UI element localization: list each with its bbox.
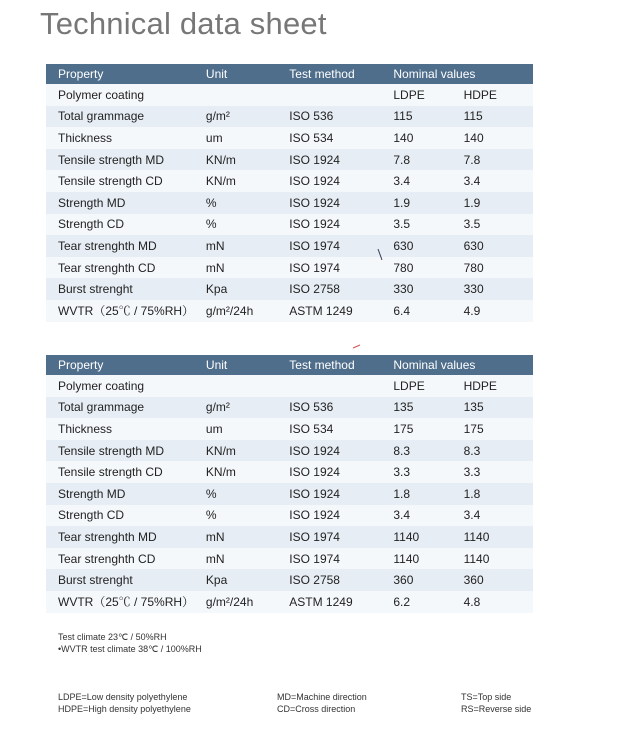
test-method-cell: ISO 1924 [289, 192, 393, 214]
table-subheader-row [46, 84, 533, 106]
unit-cell: g/m²/24h [206, 591, 289, 613]
unit-cell: mN [206, 526, 289, 548]
table-row [46, 149, 533, 171]
table-row [46, 569, 533, 591]
note-test-climate: Test climate 23℃ / 50%RH [58, 632, 167, 642]
test-method-cell: ISO 536 [289, 106, 393, 128]
header-property: Property [46, 64, 206, 84]
hdpe-value-cell: 8.3 [464, 440, 533, 462]
ldpe-value-cell: 3.3 [393, 461, 463, 483]
table-row [46, 483, 533, 505]
property-cell: Burst strenght [46, 569, 206, 591]
ldpe-value-cell: 330 [393, 278, 463, 300]
hdpe-value-cell: 330 [464, 278, 533, 300]
legend-side [461, 691, 531, 715]
unit-cell: KN/m [206, 149, 289, 171]
test-method-cell: ISO 534 [289, 127, 393, 149]
unit-cell: mN [206, 548, 289, 570]
hdpe-value-cell: 115 [464, 106, 533, 128]
polymer-coating-label: Polymer coating [46, 84, 206, 106]
test-method-cell: ISO 1974 [289, 526, 393, 548]
hdpe-value-cell: 4.9 [464, 300, 533, 322]
unit-cell: % [206, 214, 289, 236]
test-method-cell: ISO 2758 [289, 569, 393, 591]
hdpe-value-cell: 630 [464, 235, 533, 257]
note-wvtr-climate: •WVTR test climate 38℃ / 100%RH [58, 644, 202, 654]
property-cell: Burst strenght [46, 278, 206, 300]
ldpe-value-cell: 1140 [393, 548, 463, 570]
legend-ts: TS=Top side [461, 692, 512, 702]
hdpe-value-cell: 7.8 [464, 149, 533, 171]
property-cell: Strength CD [46, 214, 206, 236]
property-cell: Tear strenghth MD [46, 235, 206, 257]
test-method-cell: ISO 1974 [289, 235, 393, 257]
page-title: Technical data sheet [40, 6, 327, 41]
unit-cell: KN/m [206, 461, 289, 483]
legend-ldpe: LDPE=Low density polyethylene [58, 692, 188, 702]
property-cell: Strength MD [46, 483, 206, 505]
table-header-row [46, 355, 533, 375]
test-method-cell: ISO 1924 [289, 214, 393, 236]
hdpe-value-cell: 780 [464, 257, 533, 279]
test-method-cell: ISO 1924 [289, 170, 393, 192]
property-cell: Tensile strength MD [46, 149, 206, 171]
ldpe-value-cell: 8.3 [393, 440, 463, 462]
ldpe-value-cell: 1.8 [393, 483, 463, 505]
header-property: Property [46, 355, 206, 375]
unit-cell: Kpa [206, 569, 289, 591]
property-cell: Tensile strength CD [46, 170, 206, 192]
hdpe-value-cell: 140 [464, 127, 533, 149]
unit-cell: um [206, 418, 289, 440]
test-method-cell [289, 84, 393, 106]
test-notes [58, 631, 202, 655]
ldpe-header: LDPE [393, 84, 463, 106]
hdpe-value-cell: 360 [464, 569, 533, 591]
unit-cell: KN/m [206, 440, 289, 462]
table-row [46, 548, 533, 570]
table-row [46, 278, 533, 300]
ldpe-value-cell: 3.4 [393, 170, 463, 192]
unit-cell: um [206, 127, 289, 149]
test-method-cell [289, 375, 393, 397]
table-row [46, 170, 533, 192]
unit-cell: % [206, 483, 289, 505]
unit-cell: g/m²/24h [206, 300, 289, 322]
ldpe-value-cell: 135 [393, 397, 463, 419]
legend-direction [277, 691, 367, 715]
table-row [46, 106, 533, 128]
property-cell: Tensile strength MD [46, 440, 206, 462]
ldpe-value-cell: 3.5 [393, 214, 463, 236]
ldpe-value-cell: 1.9 [393, 192, 463, 214]
ldpe-value-cell: 115 [393, 106, 463, 128]
property-cell: Strength CD [46, 505, 206, 527]
table-row [46, 505, 533, 527]
header-nominal-values: Nominal values [393, 355, 533, 375]
hdpe-header: HDPE [464, 84, 533, 106]
hdpe-value-cell: 1.9 [464, 192, 533, 214]
table-row [46, 300, 533, 322]
table-row [46, 461, 533, 483]
table-subheader-row [46, 375, 533, 397]
test-method-cell: ISO 1924 [289, 149, 393, 171]
unit-cell: % [206, 192, 289, 214]
test-method-cell: ISO 534 [289, 418, 393, 440]
ldpe-value-cell: 140 [393, 127, 463, 149]
ldpe-value-cell: 780 [393, 257, 463, 279]
unit-cell: % [206, 505, 289, 527]
hdpe-value-cell: 1140 [464, 526, 533, 548]
test-method-cell: ISO 1974 [289, 257, 393, 279]
test-method-cell: ASTM 1249 [289, 591, 393, 613]
ldpe-value-cell: 3.4 [393, 505, 463, 527]
ldpe-header: LDPE [393, 375, 463, 397]
unit-cell [206, 375, 289, 397]
legend-cd: CD=Cross direction [277, 704, 356, 714]
property-cell: WVTR（25℃ / 75%RH） [46, 300, 206, 322]
property-cell: Tear strenghth CD [46, 257, 206, 279]
header-test-method: Test method [289, 355, 393, 375]
unit-cell: Kpa [206, 278, 289, 300]
header-unit: Unit [206, 64, 289, 84]
legend-rs: RS=Reverse side [461, 704, 532, 714]
table-row [46, 214, 533, 236]
property-cell: WVTR（25℃ / 75%RH） [46, 591, 206, 613]
property-cell: Tensile strength CD [46, 461, 206, 483]
header-unit: Unit [206, 355, 289, 375]
ldpe-value-cell: 7.8 [393, 149, 463, 171]
ldpe-value-cell: 175 [393, 418, 463, 440]
test-method-cell: ISO 1924 [289, 483, 393, 505]
property-cell: Total grammage [46, 397, 206, 419]
unit-cell [206, 84, 289, 106]
unit-cell: mN [206, 235, 289, 257]
unit-cell: g/m² [206, 397, 289, 419]
pen-mark [376, 248, 384, 262]
legend-hdpe: HDPE=High density polyethylene [58, 704, 191, 714]
red-mark [352, 344, 362, 350]
hdpe-header: HDPE [464, 375, 533, 397]
test-method-cell: ISO 1924 [289, 505, 393, 527]
property-cell: Total grammage [46, 106, 206, 128]
unit-cell: KN/m [206, 170, 289, 192]
hdpe-value-cell: 3.5 [464, 214, 533, 236]
hdpe-value-cell: 1140 [464, 548, 533, 570]
hdpe-value-cell: 1.8 [464, 483, 533, 505]
property-cell: Tear strenghth CD [46, 548, 206, 570]
hdpe-value-cell: 135 [464, 397, 533, 419]
table-row [46, 235, 533, 257]
test-method-cell: ISO 1924 [289, 440, 393, 462]
table-row [46, 257, 533, 279]
hdpe-value-cell: 175 [464, 418, 533, 440]
hdpe-value-cell: 3.3 [464, 461, 533, 483]
test-method-cell: ASTM 1249 [289, 300, 393, 322]
table-row [46, 418, 533, 440]
legend-md: MD=Machine direction [277, 692, 367, 702]
ldpe-value-cell: 6.2 [393, 591, 463, 613]
ldpe-value-cell: 6.4 [393, 300, 463, 322]
test-method-cell: ISO 2758 [289, 278, 393, 300]
ldpe-value-cell: 630 [393, 235, 463, 257]
test-method-cell: ISO 536 [289, 397, 393, 419]
data-table-2 [46, 355, 533, 613]
table-row [46, 397, 533, 419]
header-test-method: Test method [289, 64, 393, 84]
data-table-1 [46, 64, 533, 322]
ldpe-value-cell: 1140 [393, 526, 463, 548]
polymer-coating-label: Polymer coating [46, 375, 206, 397]
property-cell: Thickness [46, 418, 206, 440]
table-header-row [46, 64, 533, 84]
legend-polyethylene [58, 691, 191, 715]
unit-cell: mN [206, 257, 289, 279]
table-row [46, 440, 533, 462]
hdpe-value-cell: 4.8 [464, 591, 533, 613]
ldpe-value-cell: 360 [393, 569, 463, 591]
header-nominal-values: Nominal values [393, 64, 533, 84]
test-method-cell: ISO 1974 [289, 548, 393, 570]
table-row [46, 127, 533, 149]
property-cell: Tear strenghth MD [46, 526, 206, 548]
table-row [46, 591, 533, 613]
test-method-cell: ISO 1924 [289, 461, 393, 483]
unit-cell: g/m² [206, 106, 289, 128]
property-cell: Thickness [46, 127, 206, 149]
table-row [46, 526, 533, 548]
hdpe-value-cell: 3.4 [464, 505, 533, 527]
property-cell: Strength MD [46, 192, 206, 214]
table-row [46, 192, 533, 214]
hdpe-value-cell: 3.4 [464, 170, 533, 192]
